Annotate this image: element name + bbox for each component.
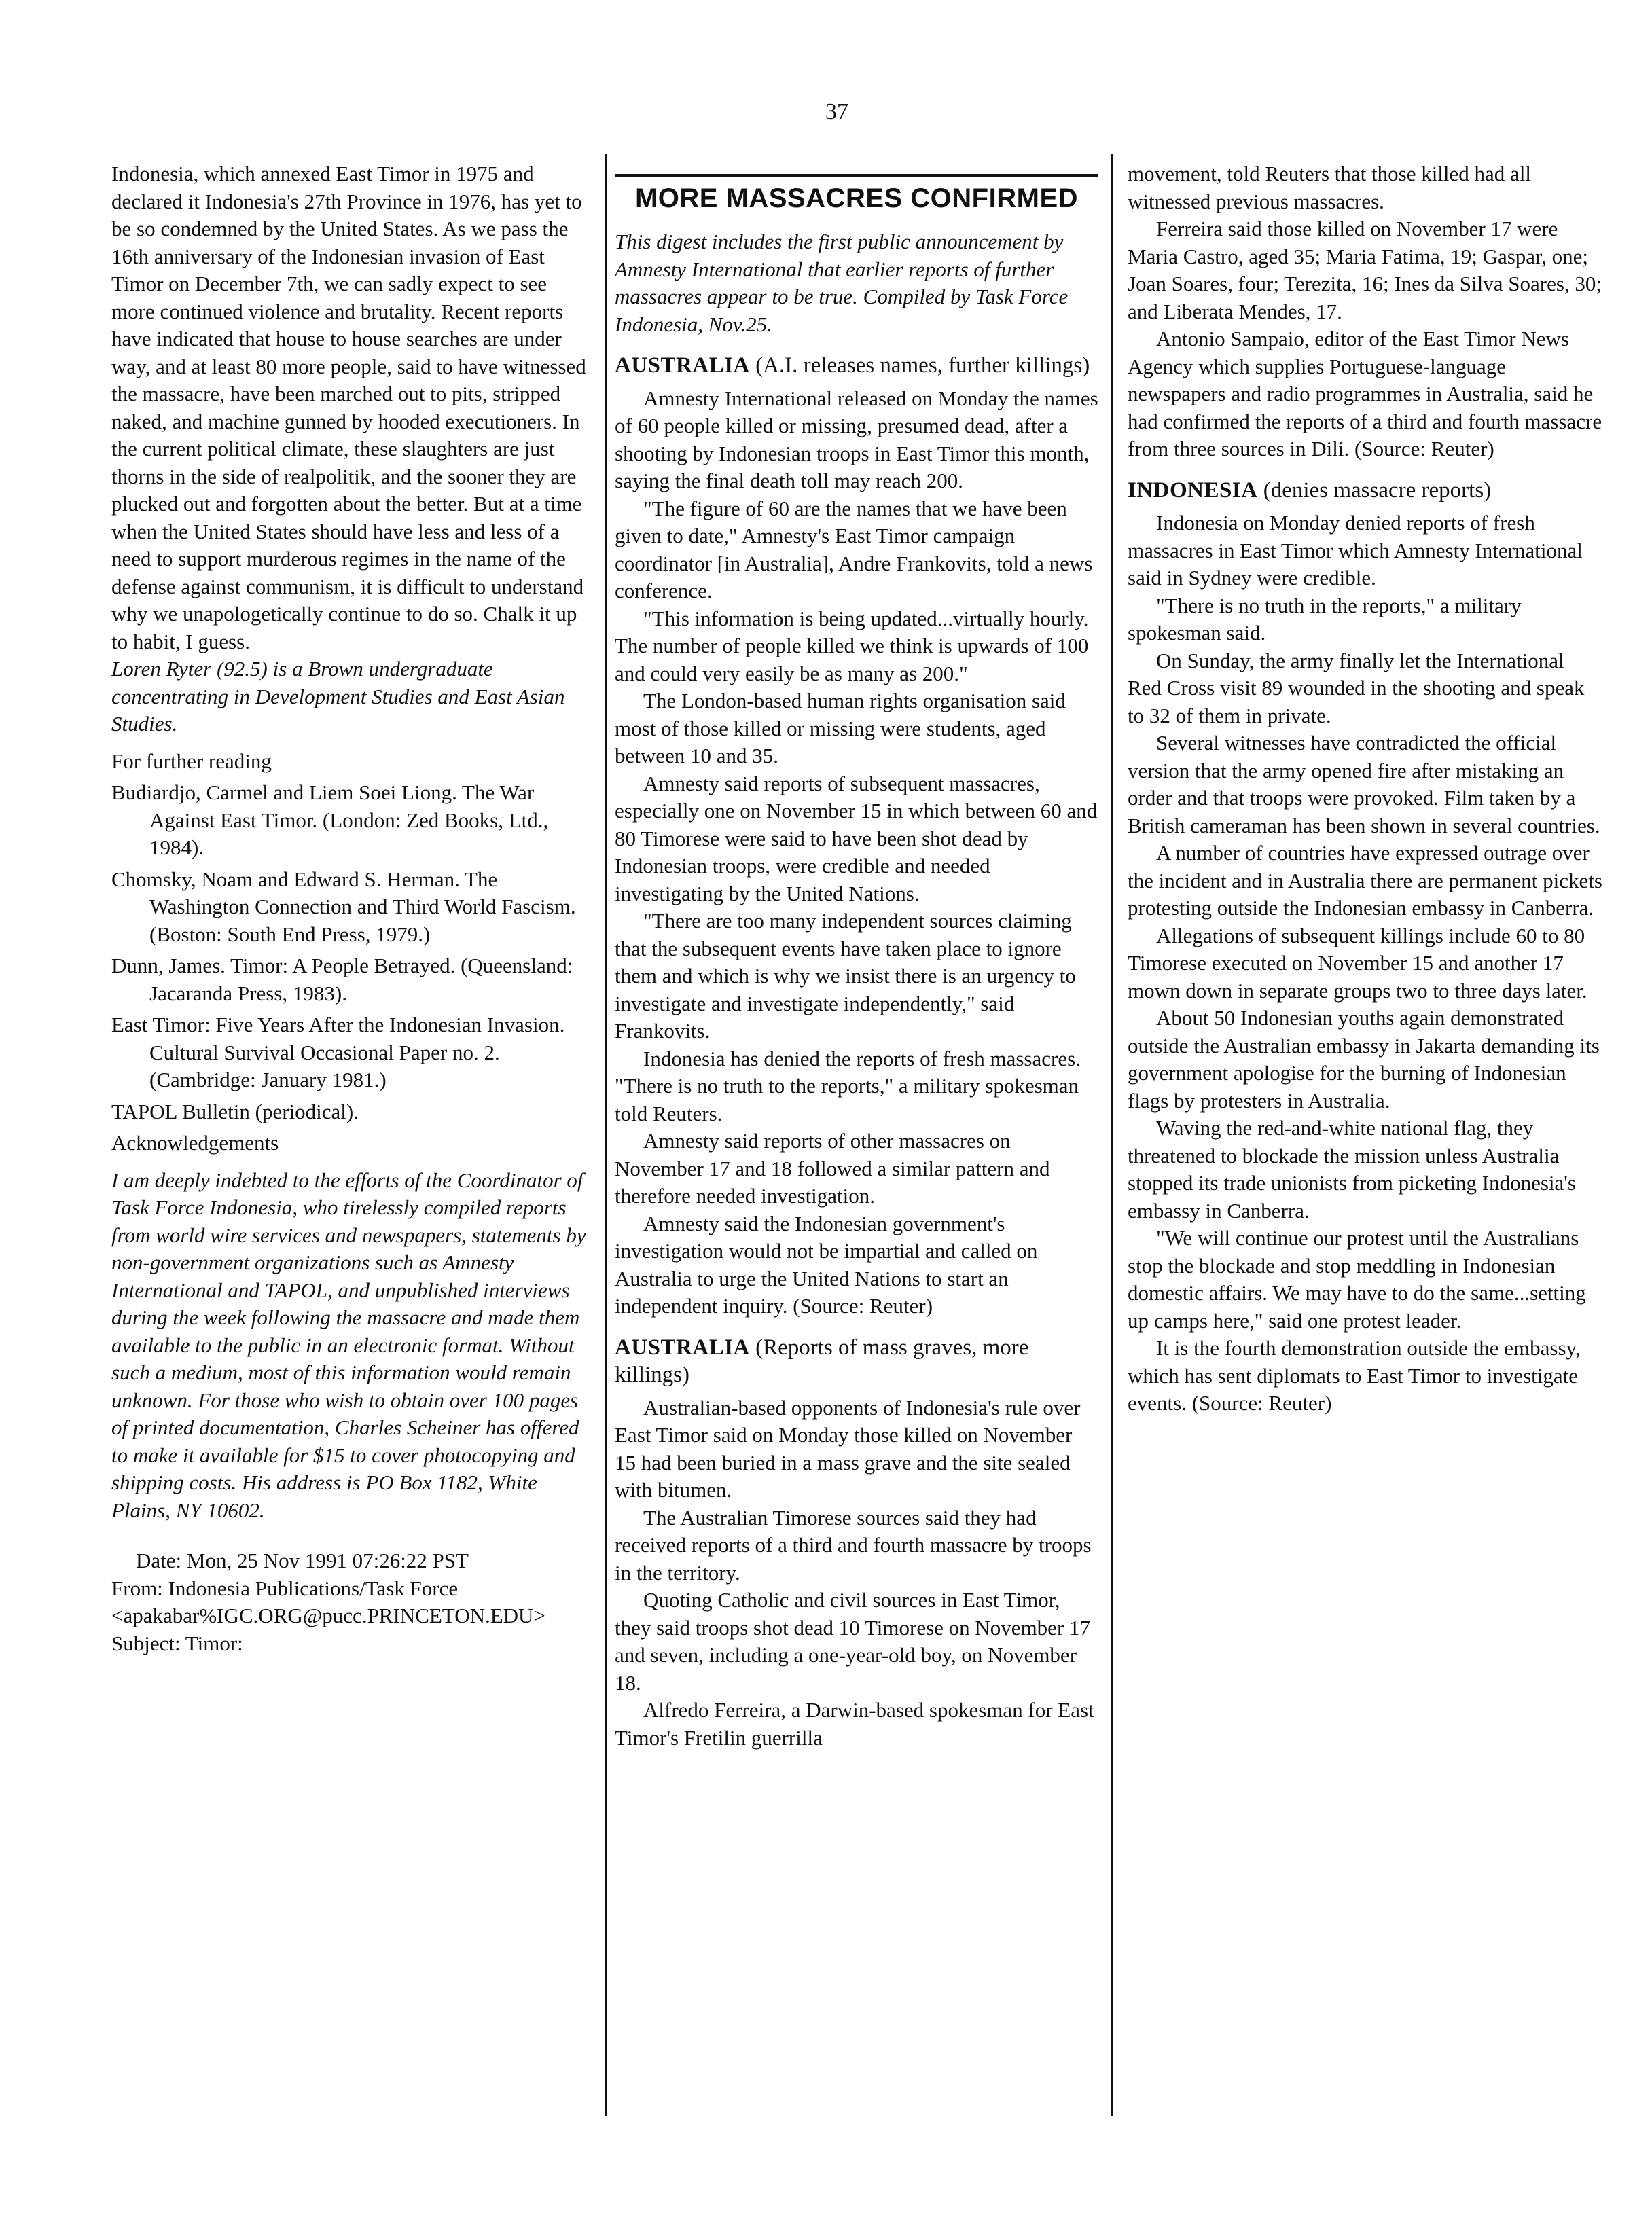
paragraph: "We will continue our protest until the Australians stop the blockade and stop meddling in Indonesian domestic affairs. We may have to do the same...setting up camps here," said one protest leader. bbox=[1128, 1226, 1586, 1333]
headline: MORE MASSACRES CONFIRMED bbox=[634, 183, 1079, 213]
section-heading-indonesia bbox=[1128, 477, 1603, 505]
paragraph: Amnesty said reports of other massacres on November 17 and 18 followed a similar pattern and therefore needed investigation. bbox=[615, 1129, 1050, 1208]
paragraph: "There are too many independent sources claiming that the subsequent events have taken place to ignore them and which is why we insist there is an urgency to investigate and investigate independently," said Frankovits. bbox=[615, 909, 1076, 1043]
paragraph: Australian-based opponents of Indonesia's rule over East Timor said on Monday those killed on November 15 had been buried in a mass grave and the site sealed with bitumen. bbox=[615, 1395, 1081, 1502]
section-country: AUSTRALIA bbox=[615, 1335, 750, 1360]
paragraph: "There is no truth in the reports," a military spokesman said. bbox=[1128, 593, 1522, 645]
continuation-text: movement, told Reuters that those killed had all witnessed previous massacres. bbox=[1128, 162, 1532, 213]
paragraph: Amnesty said reports of subsequent massacres, especially one on November 15 in which between 60 and 80 Timorese were said to have been shot dead by Indonesian troops, were credible and needed investigating by the United Nations. bbox=[615, 771, 1098, 905]
column-middle bbox=[615, 160, 1098, 1752]
acknowledgements-text: I am deeply indebted to the efforts of the Coordinator of Task Force Indonesia, who tirelessly compiled reports from world wire services and newspapers, statements by non-government organizations such as Amnesty International and TAPOL, and unpublished interviews during the week following the massacre and made them available to the public in an electronic format. Without such a medium, most of this information would remain unknown. For those who wish to obtain over 100 pages of printed documentation, Charles Scheiner has offered to make it available for $15 to cover photocopying and shipping costs. His address is PO Box 1182, White Plains, NY 10602. bbox=[111, 1168, 586, 1522]
reference-item: Budiardjo, Carmel and Liem Soei Liong. The War Against East Timor. (London: Zed Books, Ltd., 1984). bbox=[111, 780, 549, 859]
paragraph: On Sunday, the army finally let the International Red Cross visit 89 wounded in the shooting and speak to 32 of them in private. bbox=[1128, 648, 1585, 727]
column-right bbox=[1128, 160, 1603, 1418]
email-from: From: Indonesia Publications/Task Force <apakabar%IGC.ORG@pucc.PRINCETON.EDU> Subject: Timor: bbox=[111, 1576, 545, 1655]
reference-item: East Timor: Five Years After the Indonesian Invasion. Cultural Survival Occasional Paper no. 2. (Cambridge: January 1981.) bbox=[111, 1013, 565, 1091]
paragraph: Antonio Sampaio, editor of the East Timor News Agency which supplies Portuguese-language newspapers and radio programmes in Australia, said he had confirmed the reports of a third and fourth massacre from three sources in Dili. (Source: Reuter) bbox=[1128, 327, 1602, 461]
paragraph: Amnesty said the Indonesian government's investigation would not be impartial and called on Australia to urge the United Nations to start an independent inquiry. (Source: Reuter) bbox=[615, 1211, 1038, 1318]
paragraph: About 50 Indonesian youths again demonstrated outside the Australian embassy in Jakarta demanding its government apologise for the burning of Indonesian flags by protesters in Australia. bbox=[1128, 1006, 1600, 1113]
author-bio: Loren Ryter (92.5) is a Brown undergraduate concentrating in Development Studies and East Asian Studies. bbox=[111, 657, 565, 736]
section-subtitle: (A.I. releases names, further killings) bbox=[755, 353, 1090, 378]
paragraph: The London-based human rights organisation said most of those killed or missing were students, aged between 10 and 35. bbox=[615, 689, 1066, 768]
section-heading-australia-2 bbox=[615, 1334, 1098, 1389]
paragraph: Allegations of subsequent killings include 60 to 80 Timorese executed on November 15 and another 17 mown down in separate groups two to three days later. bbox=[1128, 923, 1587, 1003]
email-date: Date: Mon, 25 Nov 1991 07:26:22 PST bbox=[136, 1549, 469, 1572]
paragraph: Quoting Catholic and civil sources in East Timor, they said troops shot dead 10 Timorese on November 17 and seven, including a one-year-old boy, on November 18. bbox=[615, 1588, 1091, 1695]
paragraph: Waving the red-and-white national flag, they threatened to blockade the mission unless Australia stopped its trade unionists from picketing Indonesia's embassy in Canberra. bbox=[1128, 1116, 1576, 1223]
column-rule-right bbox=[1111, 154, 1113, 2116]
paragraph: Ferreira said those killed on November 17 were Maria Castro, aged 35; Maria Fatima, 19; Gaspar, one; Joan Soares, four; Terezita, 16; Ines da Silva Soares, 30; and Liberata Mendes, 17. bbox=[1128, 217, 1602, 323]
paragraph: Indonesia on Monday denied reports of fresh massacres in East Timor which Amnesty International said in Sydney were credible. bbox=[1128, 511, 1583, 590]
acknowledgements-heading: Acknowledgements bbox=[111, 1131, 279, 1155]
page-number: 37 bbox=[825, 99, 848, 124]
column-left bbox=[111, 160, 587, 1657]
email-header bbox=[111, 1547, 587, 1657]
paragraph: Alfredo Ferreira, a Darwin-based spokesman for East Timor's Fretilin guerrilla bbox=[615, 1698, 1094, 1750]
article-conclusion: Indonesia, which annexed East Timor in 1975 and declared it Indonesia's 27th Province in 1976, has yet to be so condemned by the United States. As we pass the 16th anniversary of the Indonesian invasion of East Timor on December 7th, we can sadly expect to see more continued violence and brutality. Recent reports have indicated that house to house searches are under way, and at least 80 more people, said to have witnessed the massacre, have been marched out to pits, stripped naked, and machine gunned by hooded executioners. In the current political climate, these slaughters are just thorns in the side of realpolitik, and the sooner they are plucked out and forgotten about the better. But at a time when the United States should have less and less of a need to support murderous regimes in the name of the defense against communism, it is difficult to understand why we unapologetically continue to do so. Chalk it up to habit, I guess. bbox=[111, 162, 586, 653]
paragraph: A number of countries have expressed outrage over the incident and in Australia there are permanent pickets protesting outside the Indonesian embassy in Canberra. bbox=[1128, 841, 1602, 920]
section-country: INDONESIA bbox=[1128, 477, 1258, 503]
paragraph: Indonesia has denied the reports of fresh massacres. "There is no truth to the reports," a military spokesman told Reuters. bbox=[615, 1046, 1081, 1125]
paragraph: Amnesty International released on Monday the names of 60 people killed or missing, presumed dead, after a shooting by Indonesian troops in East Timor this month, saying the final death toll may reach 200. bbox=[615, 386, 1098, 492]
paragraph: The Australian Timorese sources said they had received reports of a third and fourth massacre by troops in the territory. bbox=[615, 1505, 1092, 1585]
reference-item: Dunn, James. Timor: A People Betrayed. (Queensland: Jacaranda Press, 1983). bbox=[111, 954, 573, 1005]
section-subtitle: (Reports of mass graves, more killings) bbox=[615, 1335, 1029, 1387]
paragraph: Several witnesses have contradicted the official version that the army opened fire after mistaking an order and that troops were provoked. Film taken by a British cameraman has been shown in several countries. bbox=[1128, 731, 1600, 837]
column-rule-left bbox=[605, 154, 607, 2116]
section-subtitle: (denies massacre reports) bbox=[1263, 477, 1492, 503]
section-country: AUSTRALIA bbox=[615, 353, 750, 378]
reference-item: Chomsky, Noam and Edward S. Herman. The Washington Connection and Third World Fascism. (Boston: South End Press, 1979.) bbox=[111, 867, 576, 946]
paragraph: "The figure of 60 are the names that we have been given to date," Amnesty's East Timor campaign coordinator [in Australia], Andre Frankovits, told a news conference. bbox=[615, 496, 1093, 602]
paragraph: It is the fourth demonstration outside the embassy, which has sent diplomats to East Timor to investigate events. (Source: Reuter) bbox=[1128, 1336, 1581, 1415]
reference-item: TAPOL Bulletin (periodical). bbox=[111, 1099, 359, 1123]
paragraph: "This information is being updated...virtually hourly. The number of people killed we think is upwards of 100 and could very easily be as many as 200." bbox=[615, 606, 1089, 685]
section-heading-australia-1 bbox=[615, 352, 1098, 380]
further-reading-heading: For further reading bbox=[111, 748, 272, 773]
headline-rule bbox=[615, 174, 1098, 177]
intro-text: This digest includes the first public announcement by Amnesty International that earlier reports of further massacres appear to be true. Compiled by Task Force Indonesia, Nov.25. bbox=[615, 230, 1069, 336]
